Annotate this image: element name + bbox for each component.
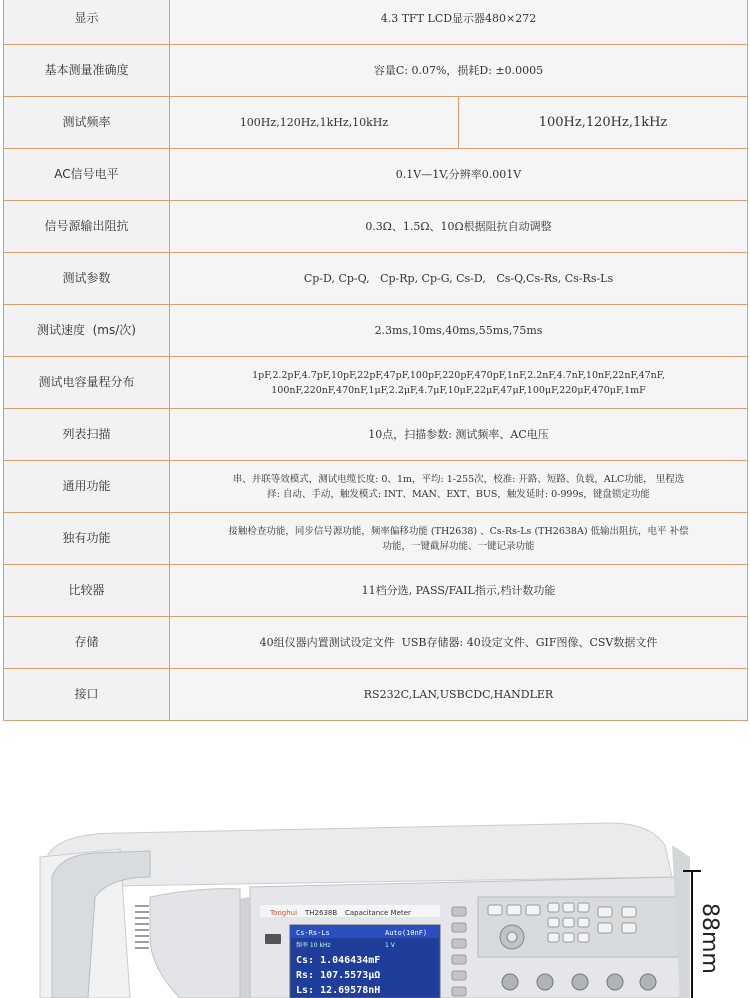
table-row: [4, 149, 748, 201]
row-value: 2.3ms,10ms,40ms,55ms,75ms: [170, 305, 748, 357]
row-label: 信号源输出阻抗: [4, 201, 170, 253]
screen-cs: Cs: 1.046434mF: [296, 955, 381, 966]
row-label: 列表扫描: [4, 409, 170, 461]
value-line-2: 100nF,220nF,470nF,1μF,2.2μF,4.7μF,10μF,22μF,47μF,100μF,220μF,470μF,1mF: [271, 384, 646, 396]
row-value-2: 100Hz,120Hz,1kHz: [459, 97, 748, 149]
capacitance-meter-illustration: [0, 737, 750, 998]
product-photo: [0, 737, 750, 998]
row-label: 独有功能: [4, 513, 170, 565]
row-label: 比较器: [4, 565, 170, 617]
spec-table: [3, 0, 748, 721]
row-label: 存储: [4, 617, 170, 669]
row-value: Cp-D, Cp-Q, Cp-Rp, Cp-G, Cs-D, Cs-Q,Cs-Rs, Cs-Rs-Ls: [170, 253, 748, 305]
table-row: [4, 461, 748, 513]
row-label: 显示: [4, 0, 170, 45]
row-value: 0.3Ω、1.5Ω、10Ω根据阻抗自动调整: [170, 201, 748, 253]
row-value: 容量C: 0.07%，损耗D: ±0.0005: [170, 45, 748, 97]
row-label: 接口: [4, 669, 170, 721]
screen-line2: 频率 10 kHz: [296, 942, 331, 949]
dimension-label: 88mm: [697, 903, 722, 974]
brand-text: Tonghui: [270, 909, 298, 917]
table-row: [4, 305, 748, 357]
table-row: [4, 617, 748, 669]
table-row: [4, 253, 748, 305]
table-row: [4, 201, 748, 253]
row-value: 0.1V—1V,分辨率0.001V: [170, 149, 748, 201]
screen-rs: Rs: 107.5573μΩ: [296, 970, 381, 981]
screen-ls: Ls: 12.69578nH: [296, 985, 381, 996]
table-row: [4, 0, 748, 45]
table-row: [4, 45, 748, 97]
screen-line2b: 1 V: [385, 942, 395, 949]
row-label: 测试参数: [4, 253, 170, 305]
value-line-1: 串、并联等效模式，测试电缆长度: 0、1m，平均: 1-255次，校准: 开路、短路、负载，ALC功能， 里程选: [232, 473, 685, 485]
screen-line1: Cs-Rs-Ls: [296, 929, 330, 937]
table-row: [4, 409, 748, 461]
row-label: 测试频率: [4, 97, 170, 149]
value-line-1: 接触检查功能，同步信号源功能，频率偏移功能 (TH2638) 、Cs-Rs-Ls (TH2638A) 低输出阻抗，电平 补偿: [228, 525, 689, 537]
row-value: 40组仪器内置测试设定文件 USB存储器: 40设定文件、GIF图像、CSV数据文件: [170, 617, 748, 669]
row-value: [170, 461, 748, 513]
table-row: [4, 565, 748, 617]
row-label: AC信号电平: [4, 149, 170, 201]
row-value: [170, 513, 748, 565]
row-label: 通用功能: [4, 461, 170, 513]
row-label: 基本测量准确度: [4, 45, 170, 97]
table-row: [4, 513, 748, 565]
row-value: RS232C,LAN,USBCDC,HANDLER: [170, 669, 748, 721]
row-label: 测试电容量程分布: [4, 357, 170, 409]
row-value: 10点，扫描参数: 测试频率、AC电压: [170, 409, 748, 461]
table-row: [4, 669, 748, 721]
table-row: [4, 97, 748, 149]
table-row: [4, 357, 748, 409]
row-value: 4.3 TFT LCD显示器480×272: [170, 0, 748, 45]
row-label: 测试速度 (ms/次): [4, 305, 170, 357]
model-text: TH2638B: [305, 909, 338, 917]
screen-line1b: Auto(10nF): [385, 929, 428, 937]
row-value: 11档分选, PASS/FAIL指示,档计数功能: [170, 565, 748, 617]
value-line-2: 功能，一键截屏功能、一键记录功能: [382, 540, 535, 552]
row-value: [170, 357, 748, 409]
value-line-2: 择: 自动、手动，触发模式: INT、MAN、EXT、BUS，触发延时: 0-999s，键盘锁定功能: [267, 488, 650, 500]
subtitle-text: Capacitance Meter: [345, 909, 411, 917]
row-value: 100Hz,120Hz,1kHz,10kHz: [170, 97, 459, 149]
value-line-1: 1pF,2.2pF,4.7pF,10pF,22pF,47pF,100pF,220pF,470pF,1nF,2.2nF,4.7nF,10nF,22nF,47nF,: [252, 369, 665, 381]
